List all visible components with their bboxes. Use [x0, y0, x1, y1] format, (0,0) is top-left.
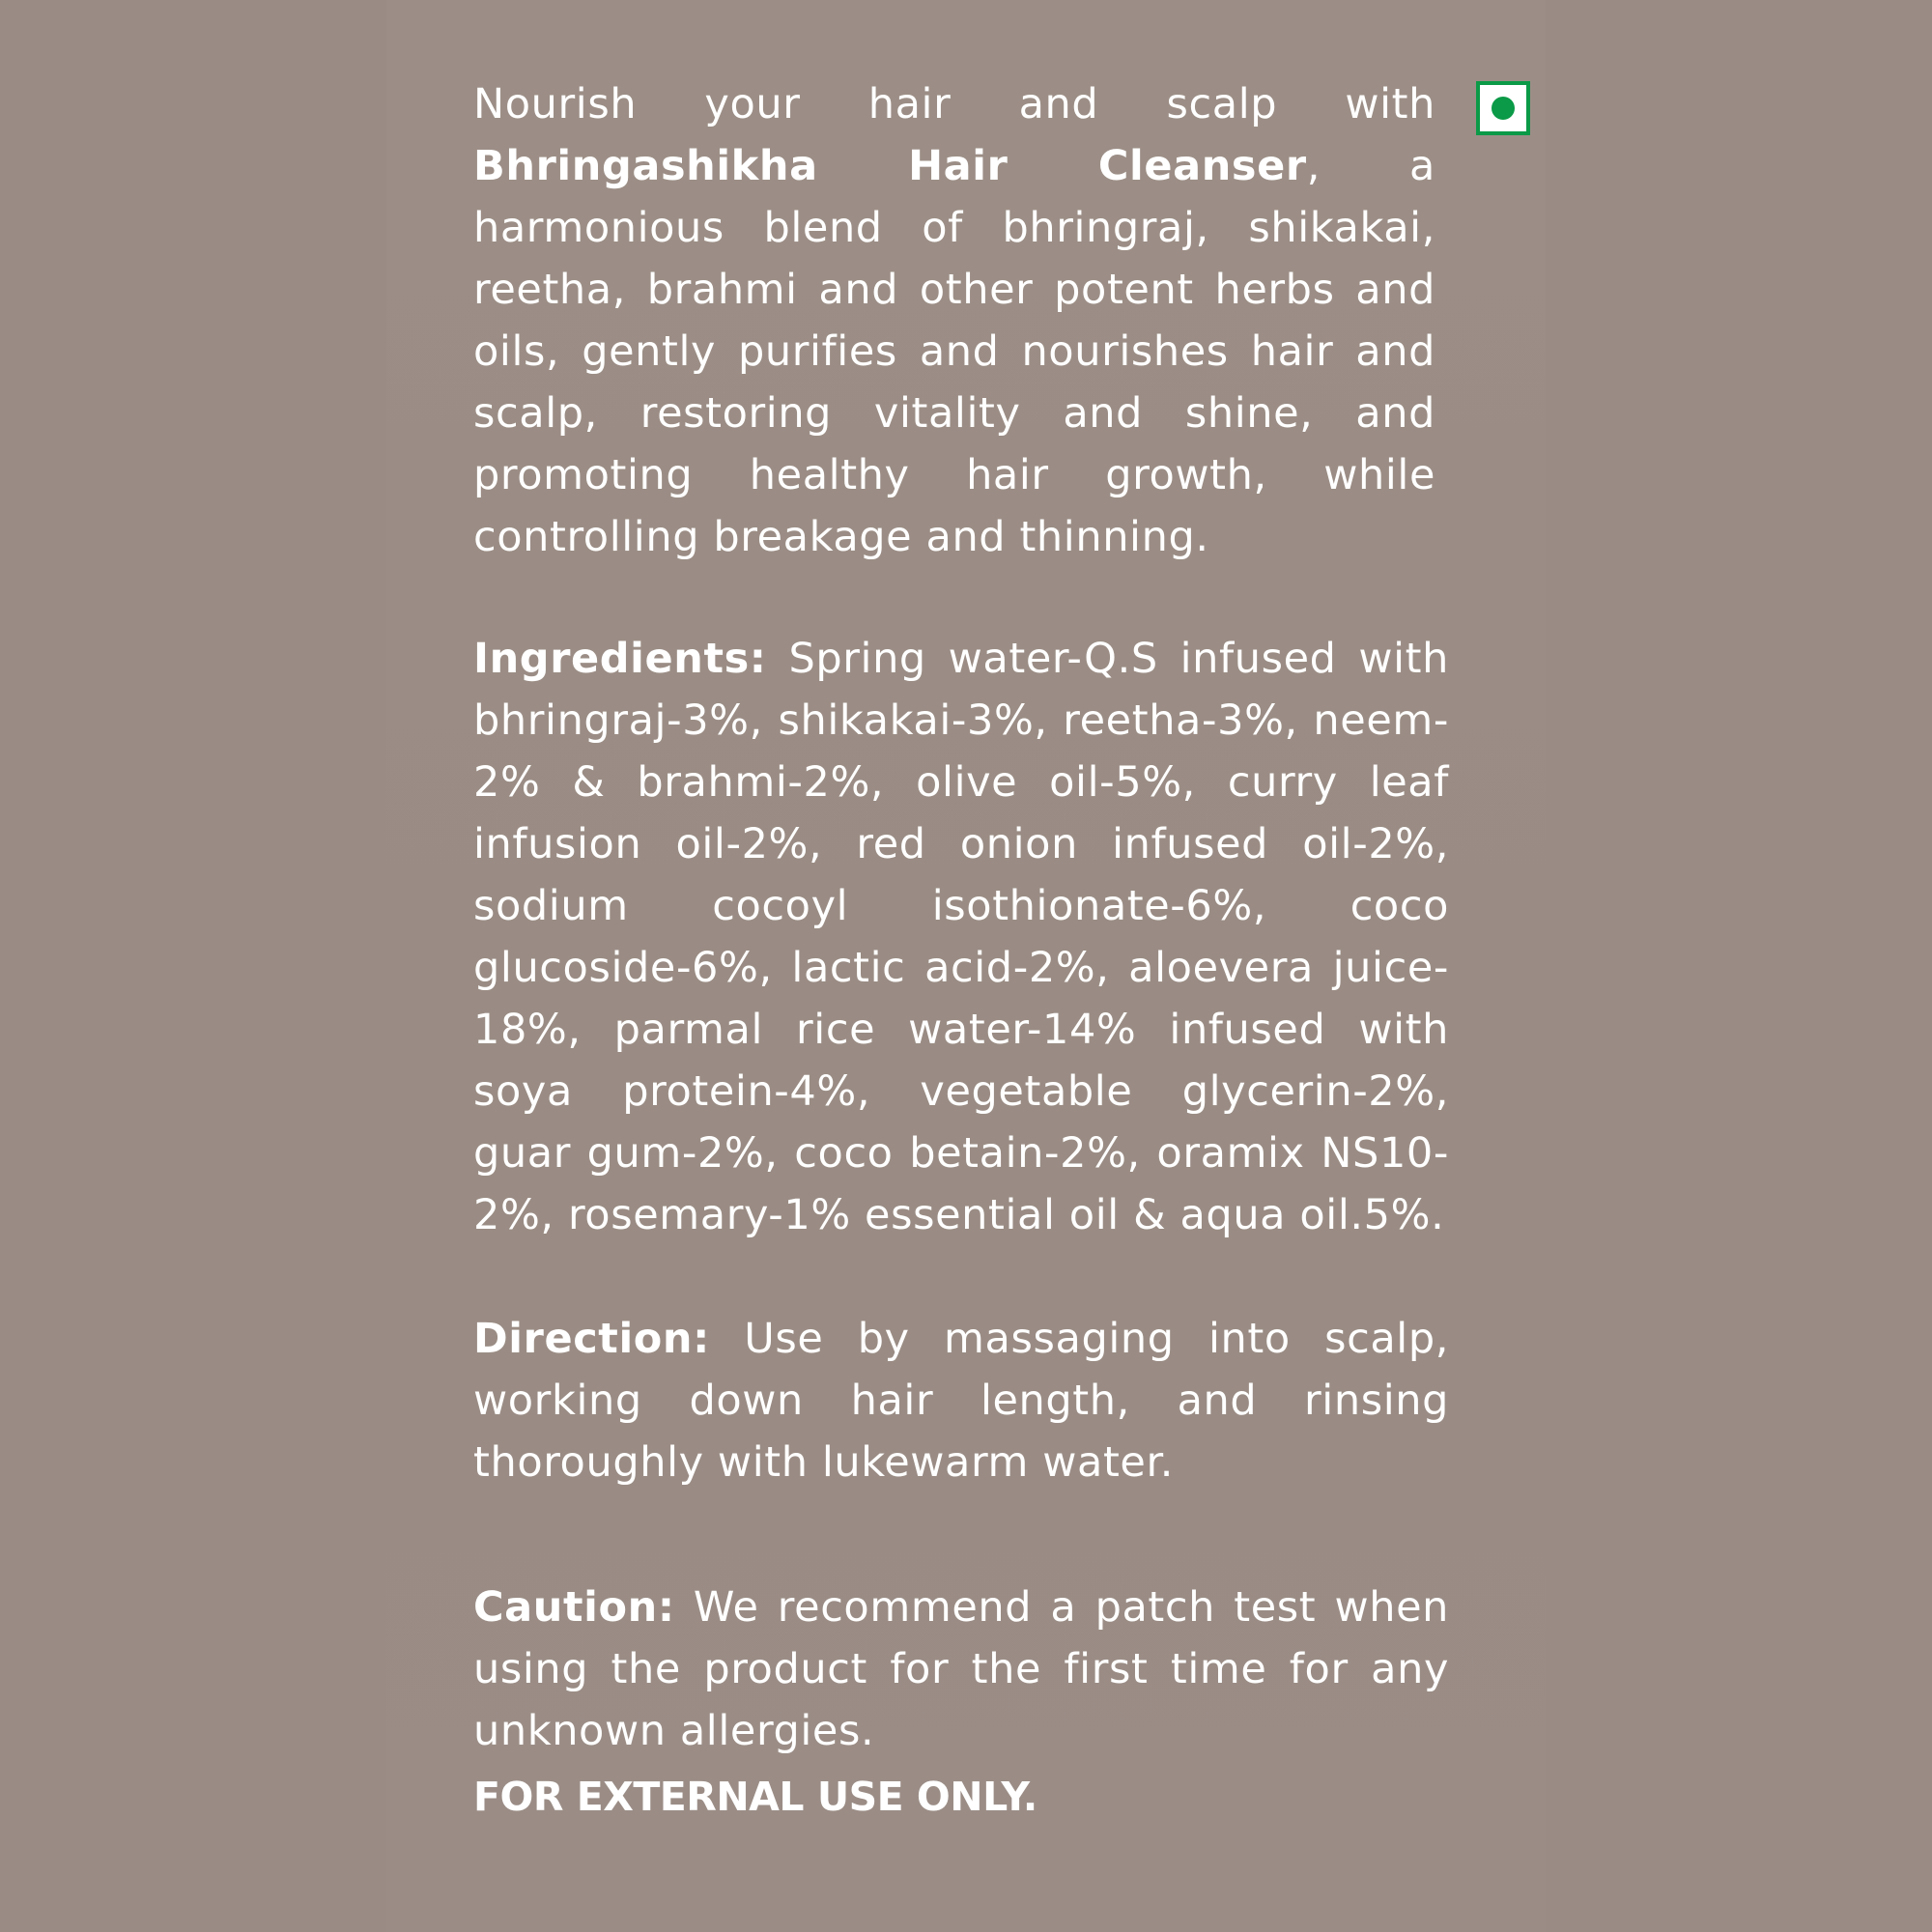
product-name: Bhringashikha Hair Cleanser	[473, 142, 1307, 190]
intro-lead: Nourish your hair and scalp with	[473, 80, 1435, 128]
intro-body: , a harmonious blend of bhringraj, shikakai, reetha, brahmi and other potent herbs and oils, gently purifies and nourishes hair and scalp, restoring vitality and shine, and promoting healthy hair growth, while controlling breakage and thinning.	[473, 142, 1435, 561]
direction-text: Use by massaging into scalp, working down hair length, and rinsing thoroughly with lukewarm water.	[473, 1315, 1449, 1487]
vegetarian-dot	[1492, 97, 1515, 120]
ingredients-heading: Ingredients:	[473, 635, 767, 683]
intro-paragraph	[473, 73, 1435, 568]
ingredients-paragraph	[473, 628, 1449, 1246]
external-use-warning: FOR EXTERNAL USE ONLY.	[473, 1774, 1037, 1820]
caution-text: We recommend a patch test when using the product for the first time for any unknown allergies.	[473, 1583, 1449, 1755]
direction-paragraph	[473, 1308, 1449, 1493]
caution-paragraph	[473, 1577, 1449, 1762]
ingredients-text: Spring water-Q.S infused with bhringraj-3%, shikakai-3%, reetha-3%, neem-2% & brahmi-2%, olive oil-5%, curry leaf infusion oil-2%, red onion infused oil-2%, sodium cocoyl isothionate-6%, coco glucoside-6%, lactic acid-2%, aloevera juice-18%, parmal rice water-14% infused with soya protein-4%, vegetable glycerin-2%, guar gum-2%, coco betain-2%, oramix NS10-2%, rosemary-1% essential oil & aqua oil.5%.	[473, 635, 1449, 1239]
direction-heading: Direction:	[473, 1315, 710, 1363]
caution-heading: Caution:	[473, 1583, 675, 1632]
vegetarian-mark-icon	[1476, 81, 1530, 135]
